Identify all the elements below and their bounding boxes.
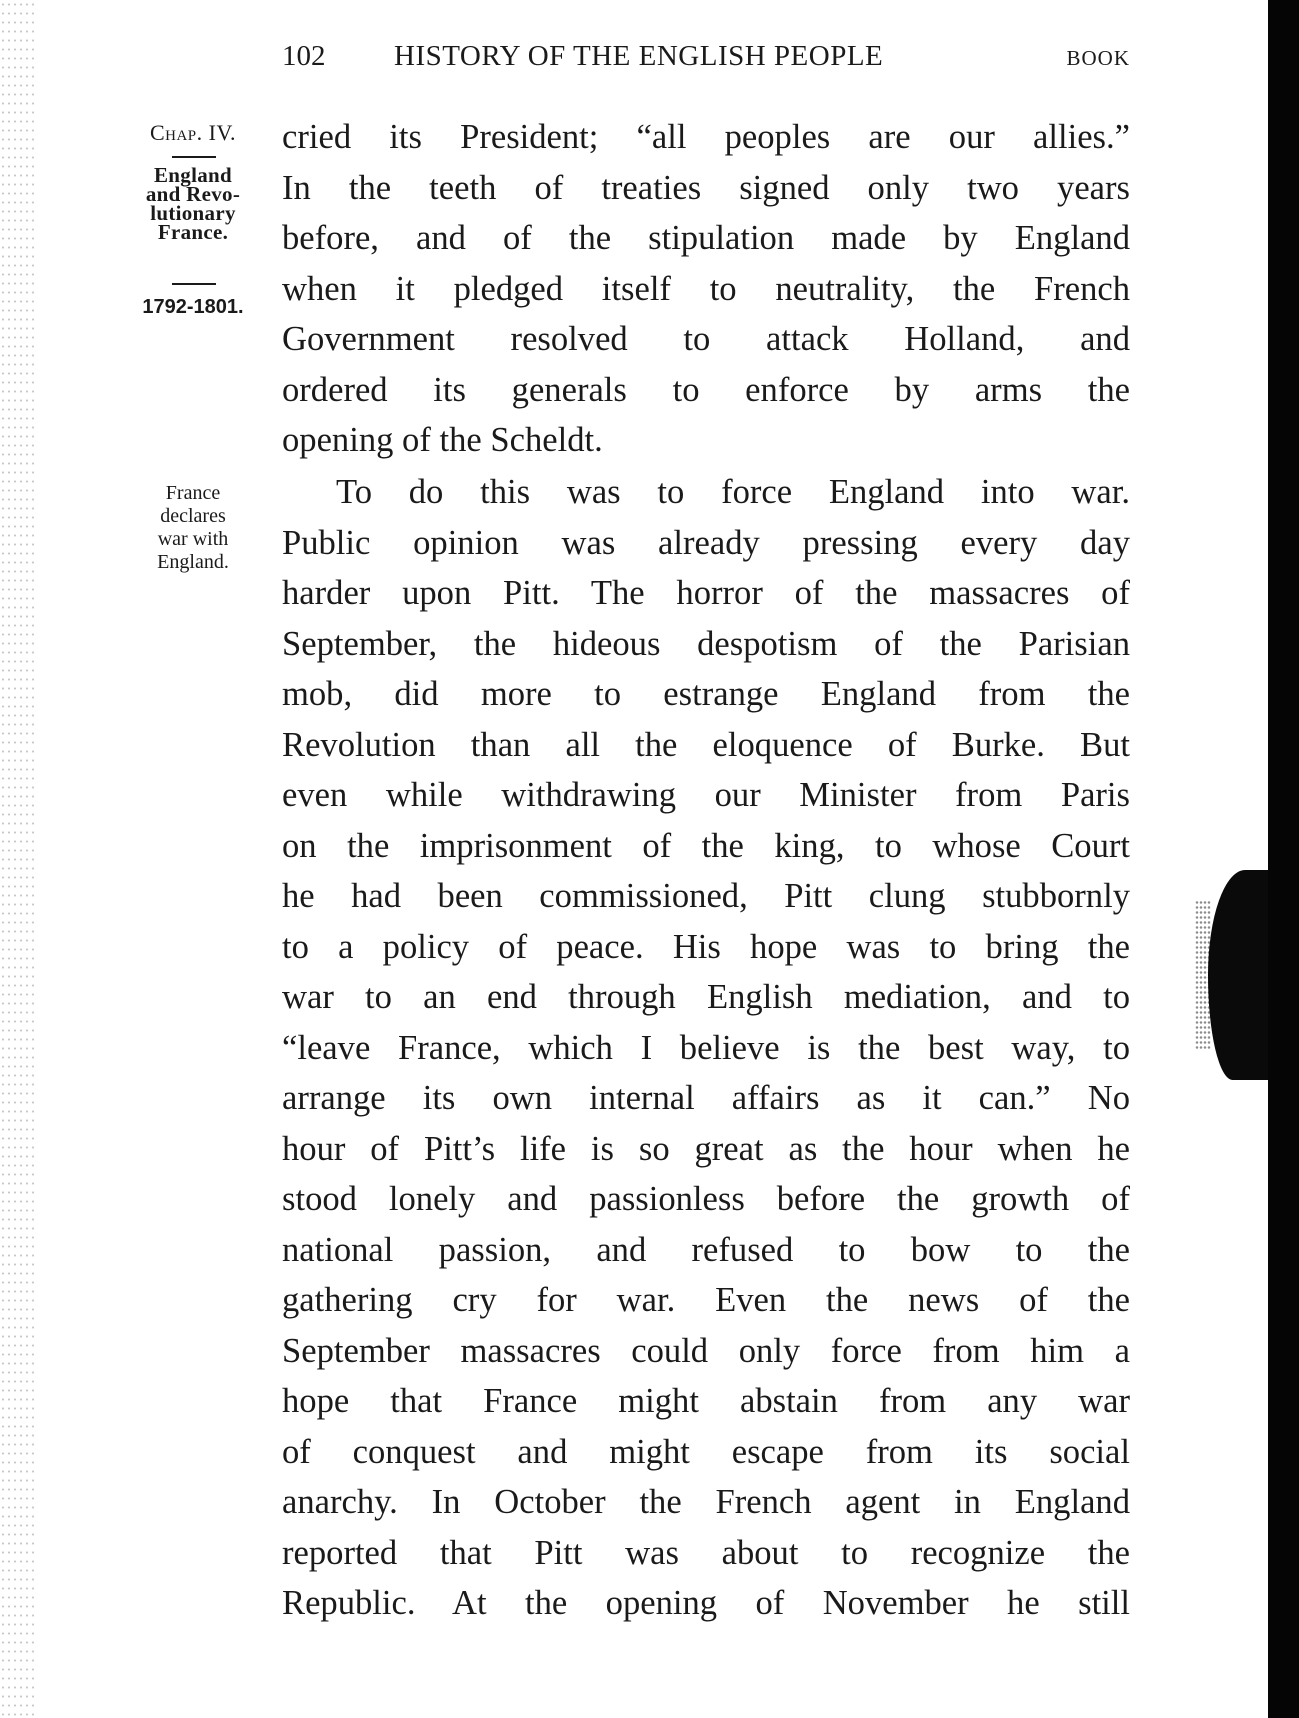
text-line: harder upon Pitt. The horror of the massacres of (282, 574, 1130, 612)
text-line: hour of Pitt’s life is so great as the hour when he (282, 1129, 1130, 1168)
scan-edge-shadow (1268, 0, 1299, 1718)
text-line: national passion, and refused to bow to the (282, 1230, 1130, 1269)
text-line: on the imprisonment of the king, to whose Court (282, 826, 1130, 865)
running-header (282, 36, 1130, 76)
text-line: ordered its generals to enforce by arms the (282, 370, 1130, 409)
text-line: To do this was to force England into war. (336, 473, 1130, 511)
text-line: In the teeth of treaties signed only two years (282, 168, 1130, 207)
paragraph (282, 112, 1130, 466)
text-line: anarchy. In October the French agent in England (282, 1483, 1130, 1521)
text-line: Government resolved to attack Holland, and (282, 320, 1130, 358)
sidenote-line: France (165, 482, 221, 504)
text-line: war to an end through English mediation, and to (282, 978, 1130, 1016)
chapter-label (128, 120, 258, 146)
text-line: “leave France, which I believe is the best way, to (282, 1028, 1130, 1067)
running-title: HISTORY OF THE ENGLISH PEOPLE (394, 40, 884, 72)
text-line: before, and of the stipulation made by England (282, 219, 1130, 257)
scan-noise-left (0, 0, 34, 1718)
text-line: hope that France might abstain from any war (282, 1382, 1130, 1420)
sidenote-france-declares-war (128, 482, 258, 574)
text-line: opening of the Scheldt. (282, 421, 603, 459)
section-title-line: and Revo- (145, 182, 241, 206)
section-title-note (128, 163, 258, 244)
text-line: even while withdrawing our Minister from Paris (282, 776, 1130, 814)
text-line: of conquest and might escape from its social (282, 1432, 1130, 1471)
paragraph (282, 467, 1130, 1629)
year-range-note: 1792-1801. (142, 296, 244, 318)
sidenote-line: war with (157, 528, 229, 550)
text-line: stood lonely and passionless before the growth of (282, 1180, 1130, 1218)
sidenote-line: declares (160, 505, 226, 527)
text-line: to a policy of peace. His hope was to bring the (282, 927, 1130, 966)
sidenote-line: England. (157, 551, 229, 573)
text-line: gathering cry for war. Even the news of the (282, 1281, 1130, 1319)
text-line: he had been commissioned, Pitt clung stubbornly (282, 877, 1130, 915)
text-line: reported that Pitt was about to recognize the (282, 1533, 1130, 1572)
margin-rule (172, 156, 216, 158)
scan-edge-shadow-notch (1208, 870, 1270, 1080)
text-line: Public opinion was already pressing every day (282, 523, 1130, 562)
text-line: Republic. At the opening of November he still (282, 1584, 1130, 1622)
section-title-line: lutionary (150, 201, 236, 225)
chapter-text: Chap. IV. (149, 120, 237, 145)
section-title-line: France. (157, 220, 229, 244)
text-line: arrange its own internal affairs as it can.” No (282, 1079, 1130, 1117)
text-line: when it pledged itself to neutrality, the French (282, 269, 1130, 308)
margin-rule (172, 283, 216, 285)
text-line: September massacres could only force from him a (282, 1331, 1130, 1370)
text-line: cried its President; “all peoples are our allies.” (282, 118, 1130, 156)
text-line: mob, did more to estrange England from the (282, 675, 1130, 713)
book-label: BOOK (1066, 46, 1130, 70)
text-line: September, the hideous despotism of the Parisian (282, 624, 1130, 663)
text-line: Revolution than all the eloquence of Burke. But (282, 725, 1130, 764)
page-number: 102 (282, 40, 326, 72)
section-title-line: England (154, 163, 232, 187)
